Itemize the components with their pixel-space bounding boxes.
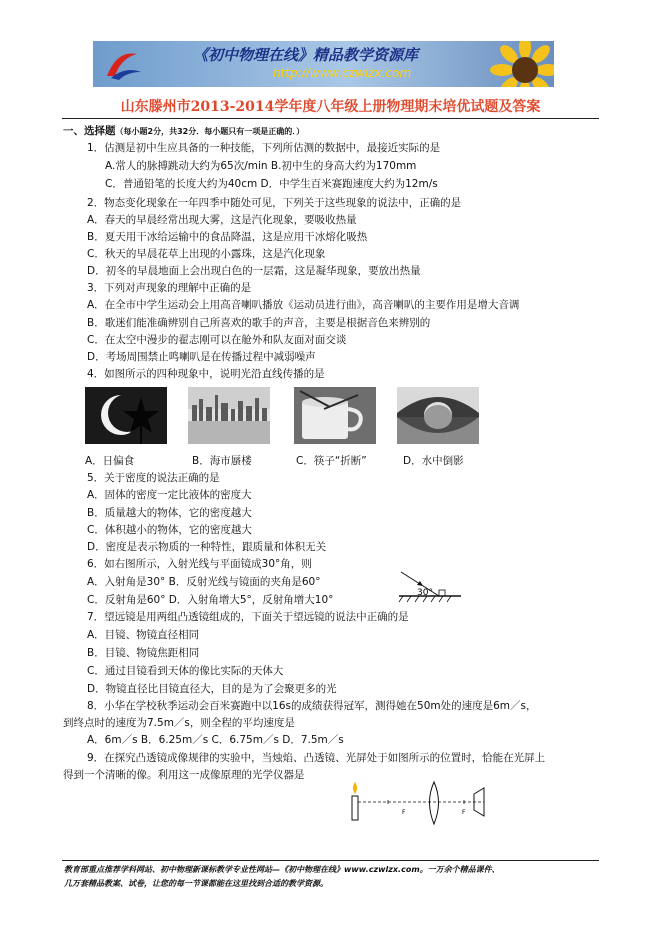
page-title: 山东滕州市2013-2014学年度八年级上册物理期末培优试题及答案 bbox=[120, 99, 541, 115]
q4-option-a: A．日偏食 bbox=[85, 455, 135, 467]
question-3: 3．下列对声现象的理解中正确的是 bbox=[87, 282, 252, 294]
header-banner bbox=[93, 41, 554, 87]
q3-option-b: B．歌迷们能准确辨别自己所喜欢的歌手的声音，主要是根据音色来辨别的 bbox=[87, 317, 431, 329]
section-heading-text: 一、选择题 bbox=[63, 125, 116, 137]
question-4: 4．如图所示的四种现象中，说明光沿直线传播的是 bbox=[87, 368, 325, 380]
q4-option-b: B．海市蜃楼 bbox=[192, 455, 252, 467]
focal-label-right: F bbox=[462, 809, 466, 816]
question-2: 2．物态变化现象在一年四季中随处可见，下列关于这些现象的说法中，正确的是 bbox=[87, 197, 462, 209]
footer-line-2: 几万套精品教案、试卷，让您的每一节课都能在这里找到合适的教学资源。 bbox=[64, 879, 328, 888]
bridge-reflection-photo bbox=[397, 387, 479, 444]
q6-options-cd: C．反射角是60° D．入射角增大5°，反射角增大10° bbox=[87, 594, 334, 606]
section-heading bbox=[63, 125, 304, 138]
q3-option-c: C．在太空中漫步的翟志刚可以在舱外和队友面对面交谈 bbox=[87, 334, 347, 346]
q2-option-a: A．春天的早晨经常出现大雾，这是汽化现象，要吸收热量 bbox=[87, 214, 357, 226]
q2-option-b: B．夏天用干冰给运输中的食品降温，这是应用干冰熔化吸热 bbox=[87, 231, 368, 243]
q4-option-c: C．筷子“折断” bbox=[296, 455, 367, 467]
convex-lens-icon bbox=[430, 782, 439, 824]
q1-options-cd: C．普通铅笔的长度大约为40cm D．中学生百米赛跑速度大约为12m/s bbox=[105, 178, 438, 190]
angle-label: 30° bbox=[417, 588, 433, 598]
footer-divider bbox=[62, 860, 599, 861]
q2-option-c: C．秋天的早晨花草上出现的小露珠，这是汽化现象 bbox=[87, 248, 326, 260]
footer-line-1: 教育部重点推荐学科网站、初中物理新课标教学专业性网站—《初中物理在线》www.czwlzx.com。一万余个精品课件、 bbox=[64, 865, 500, 874]
solar-eclipse-photo bbox=[85, 387, 167, 444]
q7-option-b: B．目镜、物镜焦距相同 bbox=[87, 647, 200, 659]
q3-option-d: D．考场周围禁止鸣喇叭是在传播过程中减弱噪声 bbox=[87, 351, 316, 363]
site-logo-icon bbox=[103, 46, 143, 82]
q7-option-a: A．目镜、物镜直径相同 bbox=[87, 629, 200, 641]
q5-option-a: A．固体的密度一定比液体的密度大 bbox=[87, 489, 252, 501]
banner-title: 《初中物理在线》精品教学资源库 bbox=[193, 46, 419, 64]
question-9: 9．在探究凸透镜成像规律的实验中，当烛焰、凸透镜、光屏处于如图所示的位置时，恰能在光屏上 bbox=[87, 752, 546, 764]
q5-option-c: C．体积越小的物体，它的密度越大 bbox=[87, 524, 252, 536]
q1-options-ab: A.常人的脉搏跳动大约为65次/min B.初中生的身高大约为170mm bbox=[105, 160, 417, 172]
q3-option-a: A．在全市中学生运动会上用高音喇叭播放《运动员进行曲》，高音喇叭的主要作用是增大音调 bbox=[87, 299, 520, 311]
q7-option-d: D．物镜直径比目镜直径大，目的是为了会聚更多的光 bbox=[87, 683, 337, 695]
mirror-diagram bbox=[395, 568, 465, 606]
question-1: 1．估测是初中生应具备的一种技能，下列所估测的数据中，最接近实际的是 bbox=[87, 142, 441, 154]
q5-option-b: B．质量越大的物体，它的密度越大 bbox=[87, 507, 252, 519]
section-note: （每小题2分，共32分．每小题只有一项是正确的．） bbox=[115, 127, 305, 136]
focal-label-left: F bbox=[402, 809, 406, 816]
q8-options: A．6m／s B．6.25m／s C．6.75m／s D．7.5m／s bbox=[87, 734, 344, 746]
question-8: 8．小华在学校秋季运动会百米赛跑中以16s的成绩获得冠军，测得她在50m处的速度是6m／s， bbox=[87, 700, 537, 712]
title-divider bbox=[62, 118, 599, 119]
candle-icon bbox=[352, 796, 358, 820]
question-7: 7．望远镜是用两组凸透镜组成的，下面关于望远镜的说法中正确的是 bbox=[87, 611, 409, 623]
q2-option-d: D．初冬的早晨地面上会出现白色的一层霜，这是凝华现象，要放出热量 bbox=[87, 265, 421, 277]
chopsticks-cup-photo bbox=[294, 387, 376, 444]
question-8-cont: 到终点时的速度为7.5m／s，则全程的平均速度是 bbox=[63, 717, 295, 729]
question-6: 6．如右图所示，入射光线与平面镜成30°角，则 bbox=[87, 558, 312, 570]
q5-option-d: D．密度是表示物质的一种特性，跟质量和体积无关 bbox=[87, 541, 327, 553]
question-9-cont: 得到一个清晰的像。利用这一成像原理的光学仪器是 bbox=[63, 769, 305, 781]
question-5: 5．关于密度的说法正确的是 bbox=[87, 472, 220, 484]
banner-url: http://www.czwlzx.com bbox=[273, 66, 412, 80]
q6-options-ab: A．入射角是30° B．反射光线与镜面的夹角是60° bbox=[87, 576, 321, 588]
lens-diagram bbox=[346, 780, 492, 826]
q7-option-c: C．通过目镜看到天体的像比实际的天体大 bbox=[87, 665, 284, 677]
candle-flame-icon bbox=[353, 782, 357, 794]
mirage-photo bbox=[188, 387, 270, 444]
sunflower-icon bbox=[490, 41, 554, 87]
q4-option-d: D．水中倒影 bbox=[403, 455, 464, 467]
